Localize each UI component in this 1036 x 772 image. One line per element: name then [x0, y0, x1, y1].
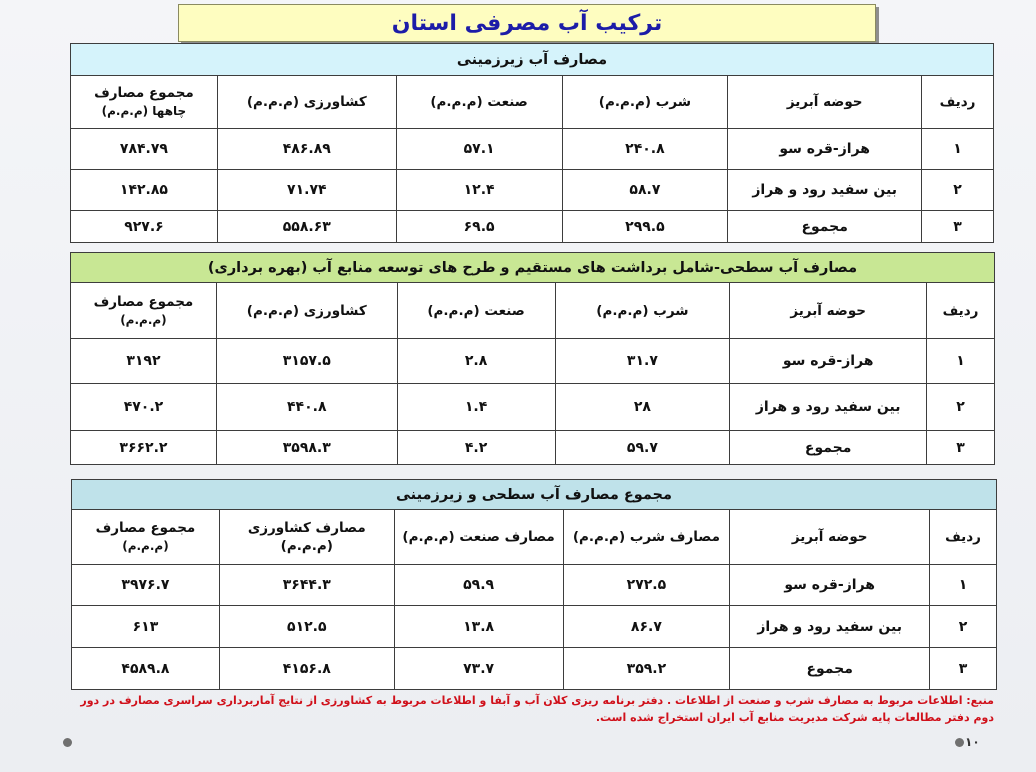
drinking-cell: ۲۷۲.۵ [563, 565, 730, 606]
header-drinking: شرب (م.م.م) [562, 76, 728, 129]
industry-cell: ۵۷.۱ [396, 129, 562, 170]
row-number: ۲ [922, 170, 994, 211]
basin-cell: هراز-قره سو [730, 565, 930, 606]
agriculture-cell: ۳۱۵۷.۵ [216, 339, 397, 384]
row-number: ۱ [927, 339, 995, 384]
basin-cell: بین سفید رود و هراز [730, 384, 927, 431]
total-cell: ۴۵۸۹.۸ [72, 648, 220, 690]
basin-cell: بین سفید رود و هراز [730, 606, 930, 648]
header-row-number: ردیف [922, 76, 994, 129]
drinking-cell: ۲۴۰.۸ [562, 129, 728, 170]
header-row-number: ردیف [927, 283, 995, 339]
combined-table [71, 479, 997, 690]
table-row [71, 431, 995, 465]
slide-bullet-dot-left [63, 738, 72, 747]
drinking-cell: ۲۸ [555, 384, 730, 431]
agriculture-cell: ۴۴۰.۸ [216, 384, 397, 431]
slide-bullet-dot-right [955, 738, 964, 747]
page-title: ترکیب آب مصرفی استان [391, 10, 663, 36]
header-total-wells-line1: مجموع مصارف [94, 85, 194, 101]
industry-cell: ۲.۸ [397, 339, 555, 384]
agriculture-cell: ۵۵۸.۶۳ [217, 211, 396, 243]
industry-cell: ۱.۴ [397, 384, 555, 431]
basin-cell: بین سفید رود و هراز [728, 170, 922, 211]
groundwater-caption: مصارف آب زیرزمینی [71, 44, 994, 76]
table-row [72, 648, 997, 690]
drinking-cell: ۳۵۹.۲ [563, 648, 730, 690]
total-cell: ۳۱۹۲ [71, 339, 217, 384]
surface-table [70, 252, 995, 465]
header-drinking: شرب (م.م.م) [555, 283, 730, 339]
table-row [71, 339, 995, 384]
row-number: ۲ [930, 606, 997, 648]
header-drinking-use: مصارف شرب (م.م.م) [563, 510, 730, 565]
industry-cell: ۱۲.۴ [396, 170, 562, 211]
header-row-number: ردیف [930, 510, 997, 565]
groundwater-table [70, 43, 994, 243]
total-cell: ۹۲۷.۶ [71, 211, 218, 243]
drinking-cell: ۵۹.۷ [555, 431, 730, 465]
table-row [71, 170, 994, 211]
industry-cell: ۶۹.۵ [396, 211, 562, 243]
table-row [72, 606, 997, 648]
row-number: ۲ [927, 384, 995, 431]
total-cell: ۴۷۰.۲ [71, 384, 217, 431]
header-agriculture: کشاورزی (م.م.م) [216, 283, 397, 339]
header-total-wells [71, 76, 218, 129]
header-basin: حوضه آبریز [730, 283, 927, 339]
drinking-cell: ۸۶.۷ [563, 606, 730, 648]
page-title-box [178, 4, 876, 42]
industry-cell: ۴.۲ [397, 431, 555, 465]
row-number: ۳ [930, 648, 997, 690]
drinking-cell: ۳۱.۷ [555, 339, 730, 384]
row-number: ۳ [922, 211, 994, 243]
combined-caption: مجموع مصارف آب سطحی و زیرزمینی [72, 480, 997, 510]
drinking-cell: ۲۹۹.۵ [562, 211, 728, 243]
basin-cell: هراز-قره سو [730, 339, 927, 384]
table-row [71, 129, 994, 170]
agriculture-cell: ۴۱۵۶.۸ [219, 648, 394, 690]
header-total [72, 510, 220, 565]
surface-caption: مصارف آب سطحی-شامل برداشت های مستقیم و طرح های توسعه منابع آب (بهره برداری) [71, 253, 995, 283]
row-number: ۳ [927, 431, 995, 465]
agriculture-cell: ۳۵۹۸.۳ [216, 431, 397, 465]
industry-cell: ۱۳.۸ [394, 606, 563, 648]
header-total-line2: (م.م.م) [120, 312, 167, 327]
total-cell: ۳۹۷۶.۷ [72, 565, 220, 606]
header-industry-use: مصارف صنعت (م.م.م) [394, 510, 563, 565]
header-basin: حوضه آبریز [730, 510, 930, 565]
header-total-line2: (م.م.م) [122, 539, 169, 553]
header-industry: صنعت (م.م.م) [397, 283, 555, 339]
agriculture-cell: ۴۸۶.۸۹ [217, 129, 396, 170]
drinking-cell: ۵۸.۷ [562, 170, 728, 211]
industry-cell: ۵۹.۹ [394, 565, 563, 606]
total-cell: ۷۸۴.۷۹ [71, 129, 218, 170]
basin-cell: مجموع [728, 211, 922, 243]
header-total-wells-line2: چاهها (م.م.م) [101, 104, 187, 118]
header-total [71, 283, 217, 339]
page-number: ۱۰ [965, 735, 980, 749]
basin-cell: مجموع [730, 431, 927, 465]
row-number: ۱ [930, 565, 997, 606]
source-note: منبع: اطلاعات مربوط به مصارف شرب و صنعت از اطلاعات . دفتر برنامه ریزی کلان آب و آبفا و اطلاعات مربوط به کشاورزی از نتایج آماربرداری سراسری مصارف در دور دوم دفتر مطالعات پایه شرکت مدیریت منابع آب ایران استخراج شده است. [80, 694, 994, 724]
table-row [71, 384, 995, 431]
table-row [71, 211, 994, 243]
header-industry: صنعت (م.م.م) [396, 76, 562, 129]
header-total-line1: مجموع مصارف [93, 293, 194, 310]
basin-cell: هراز-قره سو [728, 129, 922, 170]
basin-cell: مجموع [730, 648, 930, 690]
agriculture-cell: ۷۱.۷۴ [217, 170, 396, 211]
header-agriculture: کشاورزی (م.م.م) [217, 76, 396, 129]
header-basin: حوضه آبریز [728, 76, 922, 129]
row-number: ۱ [922, 129, 994, 170]
total-cell: ۶۱۳ [72, 606, 220, 648]
header-total-line1: مجموع مصارف [95, 520, 196, 536]
total-cell: ۳۶۶۲.۲ [71, 431, 217, 465]
agriculture-cell: ۳۶۴۴.۳ [219, 565, 394, 606]
industry-cell: ۷۳.۷ [394, 648, 563, 690]
table-row [72, 565, 997, 606]
header-agriculture-use: مصارف کشاورزی (م.م.م) [219, 510, 394, 565]
total-cell: ۱۴۲.۸۵ [71, 170, 218, 211]
agriculture-cell: ۵۱۲.۵ [219, 606, 394, 648]
